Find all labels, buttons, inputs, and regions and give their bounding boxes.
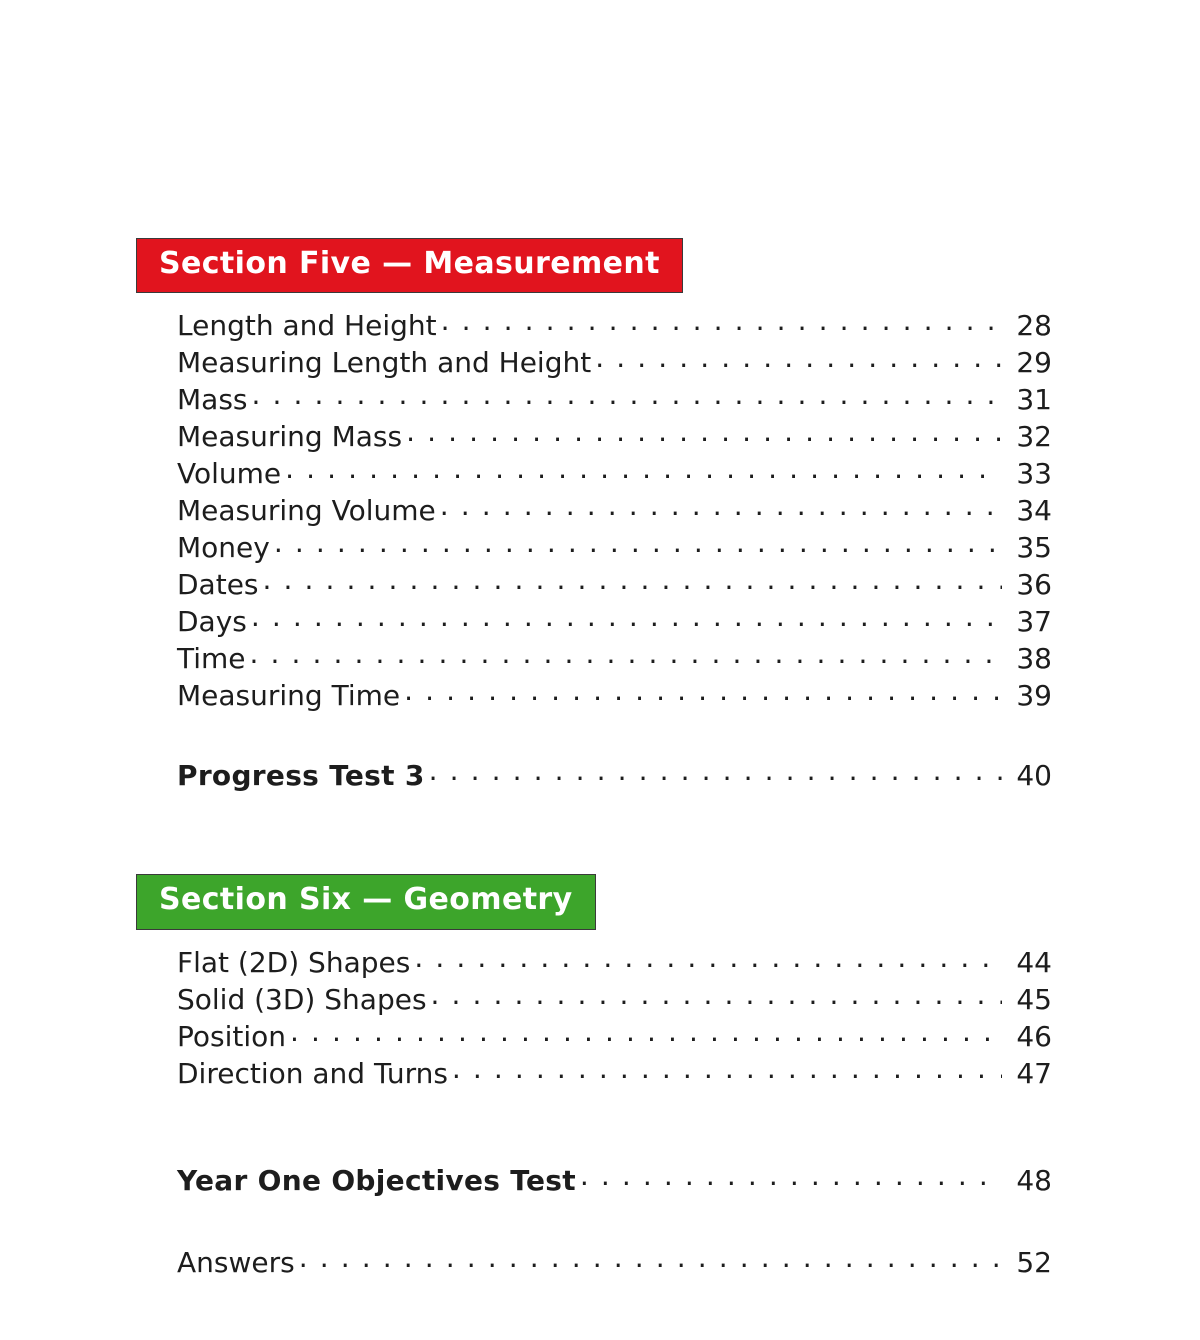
toc-list-geometry <box>136 944 1052 1092</box>
dot-leader <box>299 1244 1002 1272</box>
toc-entry[interactable] <box>177 1018 1052 1055</box>
toc-entry-title: Time <box>177 642 246 676</box>
spacer <box>136 1092 1052 1162</box>
toc-entry[interactable] <box>177 529 1052 566</box>
toc-entry-title: Flat (2D) Shapes <box>177 945 411 979</box>
toc-entry-title: Measuring Volume <box>177 494 436 528</box>
toc-entry-page: 40 <box>1016 759 1052 793</box>
dot-leader <box>285 455 1002 483</box>
toc-entry-page: 31 <box>1016 383 1052 417</box>
toc-entry-title: Days <box>177 605 247 639</box>
toc-entry-page: 52 <box>1016 1245 1052 1279</box>
spacer <box>136 794 1052 874</box>
dot-leader <box>274 529 1002 557</box>
dot-leader <box>290 1018 1002 1046</box>
dot-leader <box>431 981 1002 1009</box>
section-banner-measurement: Section Five — Measurement <box>136 238 683 293</box>
section-banner-wrapper-six <box>136 874 1052 929</box>
toc-list-measurement <box>136 307 1052 714</box>
toc-entry-title: Dates <box>177 568 259 602</box>
dot-leader <box>441 307 1002 335</box>
toc-entry-objectives-test[interactable] <box>177 1162 1052 1199</box>
toc-entry-page: 33 <box>1016 457 1052 491</box>
toc-entry-title: Measuring Time <box>177 679 401 713</box>
spacer <box>136 1199 1052 1244</box>
toc-entry-page: 32 <box>1016 420 1052 454</box>
toc-entry[interactable] <box>177 640 1052 677</box>
toc-entry-progress-test[interactable] <box>177 757 1052 794</box>
dot-leader <box>452 1055 1002 1083</box>
spacer <box>136 293 1052 307</box>
toc-entry-page: 39 <box>1016 679 1052 713</box>
toc-entry-page: 45 <box>1016 982 1052 1016</box>
toc-entry-title: Solid (3D) Shapes <box>177 982 427 1016</box>
toc-entry[interactable] <box>177 981 1052 1018</box>
section-banner-wrapper-five <box>136 238 1052 293</box>
toc-entry-page: 34 <box>1016 494 1052 528</box>
toc-entry-title: Measuring Mass <box>177 420 403 454</box>
toc-entry[interactable] <box>177 455 1052 492</box>
toc-entry[interactable] <box>177 344 1052 381</box>
dot-leader <box>404 677 1002 705</box>
toc-entry-title: Money <box>177 531 270 565</box>
toc-entry[interactable] <box>177 1055 1052 1092</box>
toc-entry-title: Answers <box>177 1245 295 1279</box>
toc-entry-page: 47 <box>1016 1056 1052 1090</box>
toc-entry[interactable] <box>177 381 1052 418</box>
dot-leader <box>429 757 1002 785</box>
dot-leader <box>250 640 1002 668</box>
toc-entry-title: Progress Test 3 <box>177 759 425 793</box>
toc-entry-page: 48 <box>1016 1163 1052 1197</box>
toc-entry-title: Direction and Turns <box>177 1056 448 1090</box>
toc-entry[interactable] <box>177 603 1052 640</box>
dot-leader <box>263 566 1002 594</box>
toc-entry-page: 44 <box>1016 945 1052 979</box>
toc-entry-title: Length and Height <box>177 309 437 343</box>
toc-entry-page: 38 <box>1016 642 1052 676</box>
dot-leader <box>440 492 1002 520</box>
toc-entry-title: Year One Objectives Test <box>177 1163 576 1197</box>
section-banner-geometry: Section Six — Geometry <box>136 874 596 929</box>
spacer <box>136 930 1052 944</box>
toc-entry-answers[interactable] <box>177 1244 1052 1281</box>
toc-entry-page: 46 <box>1016 1019 1052 1053</box>
toc-entry-page: 36 <box>1016 568 1052 602</box>
toc-entry-page: 35 <box>1016 531 1052 565</box>
toc-entry-page: 28 <box>1016 309 1052 343</box>
toc-entry-title: Measuring Length and Height <box>177 346 592 380</box>
toc-entry[interactable] <box>177 492 1052 529</box>
dot-leader <box>252 381 1003 409</box>
dot-leader <box>414 944 1002 972</box>
dot-leader <box>580 1162 1002 1190</box>
toc-entry-page: 37 <box>1016 605 1052 639</box>
toc-entry-title: Position <box>177 1019 287 1053</box>
dot-leader <box>595 344 1002 372</box>
toc-entry-title: Mass <box>177 383 248 417</box>
toc-entry[interactable] <box>177 566 1052 603</box>
toc-entry[interactable] <box>177 307 1052 344</box>
dot-leader <box>406 418 1002 446</box>
toc-entry-title: Volume <box>177 457 282 491</box>
spacer <box>136 714 1052 757</box>
toc-entry[interactable] <box>177 944 1052 981</box>
toc-entry[interactable] <box>177 418 1052 455</box>
dot-leader <box>251 603 1002 631</box>
toc-entry[interactable] <box>177 677 1052 714</box>
toc-entry-page: 29 <box>1016 346 1052 380</box>
